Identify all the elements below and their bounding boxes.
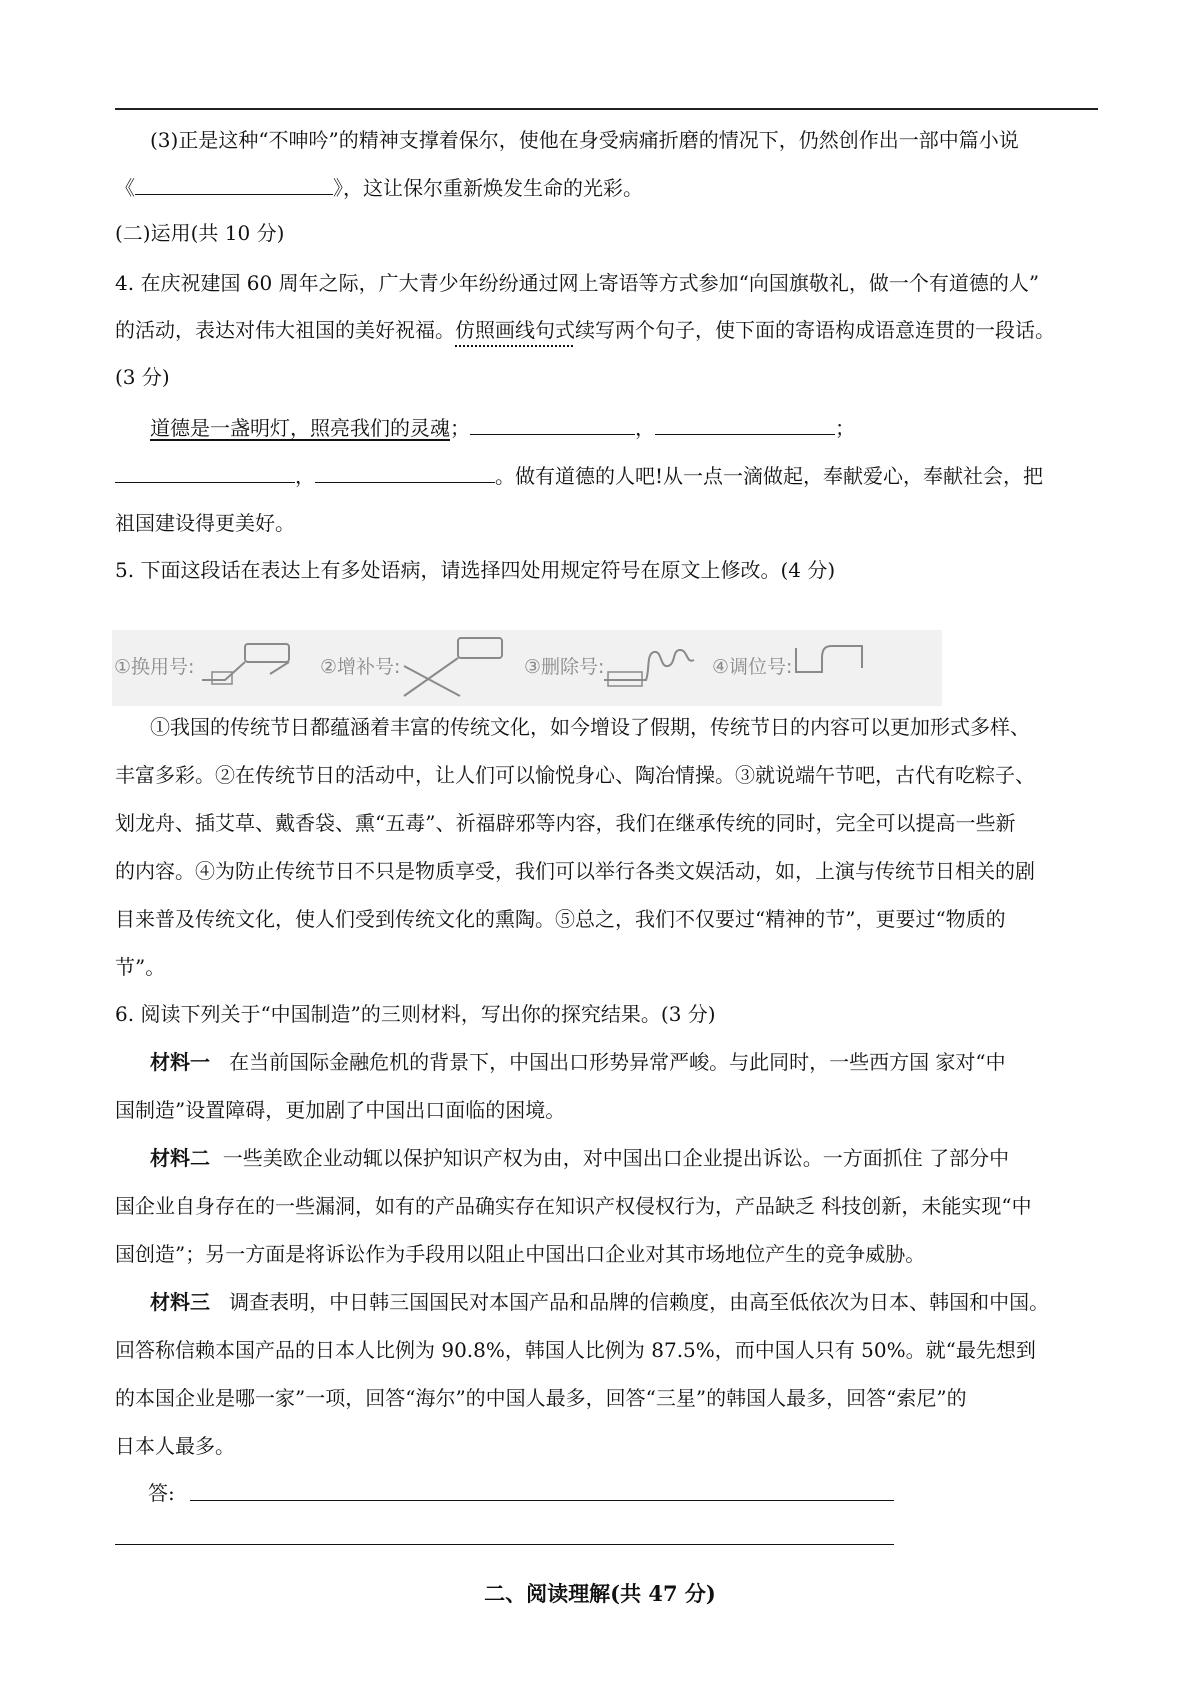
answer-label: 答:: [148, 1481, 175, 1505]
material3-text1: 调查表明，中日韩三国国民对本国产品和品牌的信赖度，由高至低依次为日本、韩国和中国。: [229, 1290, 1050, 1314]
q4-blank-4[interactable]: [315, 460, 495, 483]
q4-semicolon-1: ；: [450, 416, 470, 440]
q6-prompt: 6. 阅读下列关于“中国制造”的三则材料，写出你的探究结果。(3 分): [115, 1002, 716, 1026]
q5-prompt: 5. 下面这段话在表达上有多处语病，请选择四处用规定符号在原文上修改。(4 分): [115, 558, 836, 582]
q4-line1: 4. 在庆祝建国 60 周年之际，广大青少年纷纷通过网上寄语等方式参加“向国旗敬礼，做一个有道德的人”: [115, 271, 1040, 295]
material3-line2: 回答称信赖本国产品的日本人比例为 90.8%，韩国人比例为 87.5%，而中国人只有 50%。就“最先想到: [115, 1338, 1036, 1362]
q4-line3: 祖国建设得更美好。: [115, 511, 295, 535]
q3-open-quote: 《: [115, 176, 135, 200]
q4-line2-a: 的活动，表达对伟大祖国的美好祝福。: [115, 318, 455, 342]
insert-symbol-icon: [400, 636, 530, 700]
q4-answer-row1: [150, 412, 855, 443]
q4-emphasis-text: 仿照画线句式: [455, 318, 575, 342]
material2-label: 材料二: [150, 1146, 210, 1170]
answer-line-1[interactable]: [190, 1500, 894, 1501]
material1-line1: [150, 1047, 1006, 1077]
material3-label: 材料三: [150, 1290, 210, 1314]
material2-text1: 一些美欧企业动辄以保护知识产权为由，对中国出口企业提出诉讼。一方面抓住 了部分中: [222, 1146, 1010, 1170]
q5-passage-line4: 的内容。④为防止传统节日不只是物质享受，我们可以举行各类文娱活动，如，上演与传统节日相关的剧: [115, 859, 1035, 883]
material2-line3: 国创造”；另一方面是将诉讼作为手段用以阻止中国出口企业对其市场地位产生的竞争威胁。: [115, 1242, 926, 1266]
material3-line3: 的本国企业是哪一家”一项，回答“海尔”的中国人最多，回答“三星”的韩国人最多，回答“索尼”的: [115, 1386, 967, 1410]
material2-line1: [150, 1143, 1009, 1173]
section2-header: (二)运用(共 10 分): [115, 221, 285, 245]
q3-line1: (3)正是这种“不呻吟”的精神支撑着保尔，使他在身受病痛折磨的情况下，仍然创作出一部中篇小说: [150, 128, 1019, 152]
material1-label: 材料一: [150, 1050, 210, 1074]
q5-passage-line6: 节”。: [115, 955, 166, 979]
reorder-symbol-icon: [792, 642, 872, 682]
part2-title: 二、阅读理解(共 47 分): [484, 1581, 716, 1606]
q4-tail-text: 。做有道德的人吧!从一点一滴做起，奉献爱心，奉献社会，把: [495, 464, 1044, 488]
correction-symbols-legend: [112, 630, 942, 706]
replace-symbol-icon: [200, 642, 295, 686]
answer-line-2[interactable]: [115, 1544, 894, 1545]
q5-passage-line2: 丰富多彩。②在传统节日的活动中，让人们可以愉悦身心、陶冶情操。③就说端午节吧，古代有吃粽子、: [115, 763, 1035, 787]
q4-score: (3 分): [115, 365, 170, 389]
material2-line2: 国企业自身存在的一些漏洞，如有的产品确实存在知识产权侵权行为，产品缺乏 科技创新，未能实现“中: [115, 1194, 1032, 1218]
q4-line2: [115, 315, 1055, 345]
q4-answer-row2: [115, 460, 1043, 491]
q4-semicolon-2: ；: [835, 416, 855, 440]
replace-symbol-label: ①换用号:: [114, 656, 195, 678]
material1-text1: 在当前国际金融危机的背景下，中国出口形势异常严峻。与此同时，一些西方国 家对“中: [229, 1050, 1006, 1074]
delete-symbol-icon: [602, 640, 712, 690]
q3-close-text: 》，这让保尔重新焕发生命的光彩。: [333, 176, 643, 200]
q4-comma-1: ，: [635, 416, 655, 440]
q4-blank-3[interactable]: [115, 460, 295, 483]
q5-passage-line3: 划龙舟、插艾草、戴香袋、熏“五毒”、祈福辟邪等内容，我们在继承传统的同时，完全可以提高一些新: [115, 811, 1016, 835]
q5-passage-line1: ①我国的传统节日都蕴涵着丰富的传统文化，如今增设了假期，传统节日的内容可以更加形式多样、: [150, 715, 1030, 739]
q3-line2: [115, 172, 643, 203]
q3-novel-blank[interactable]: [135, 172, 333, 195]
q4-comma-2: ，: [295, 464, 315, 488]
delete-symbol-label: ③删除号:: [524, 656, 605, 678]
q4-line2-c: 续写两个句子，使下面的寄语构成语意连贯的一段话。: [575, 318, 1055, 342]
material1-line2: 国制造”设置障碍，更加剧了中国出口面临的困境。: [115, 1098, 566, 1122]
header-rule: [115, 108, 1098, 110]
material3-line4: 日本人最多。: [115, 1434, 235, 1458]
q4-blank-2[interactable]: [655, 412, 835, 435]
insert-symbol-label: ②增补号:: [320, 656, 401, 678]
material3-line1: [150, 1287, 1049, 1317]
q4-example-sentence: 道德是一盏明灯，照亮我们的灵魂: [150, 416, 450, 440]
q4-blank-1[interactable]: [470, 412, 635, 435]
q5-passage-line5: 目来普及传统文化，使人们受到传统文化的熏陶。⑤总之，我们不仅要过“精神的节”，更要过“物质的: [115, 907, 1006, 931]
reorder-symbol-label: ④调位号:: [712, 656, 793, 678]
